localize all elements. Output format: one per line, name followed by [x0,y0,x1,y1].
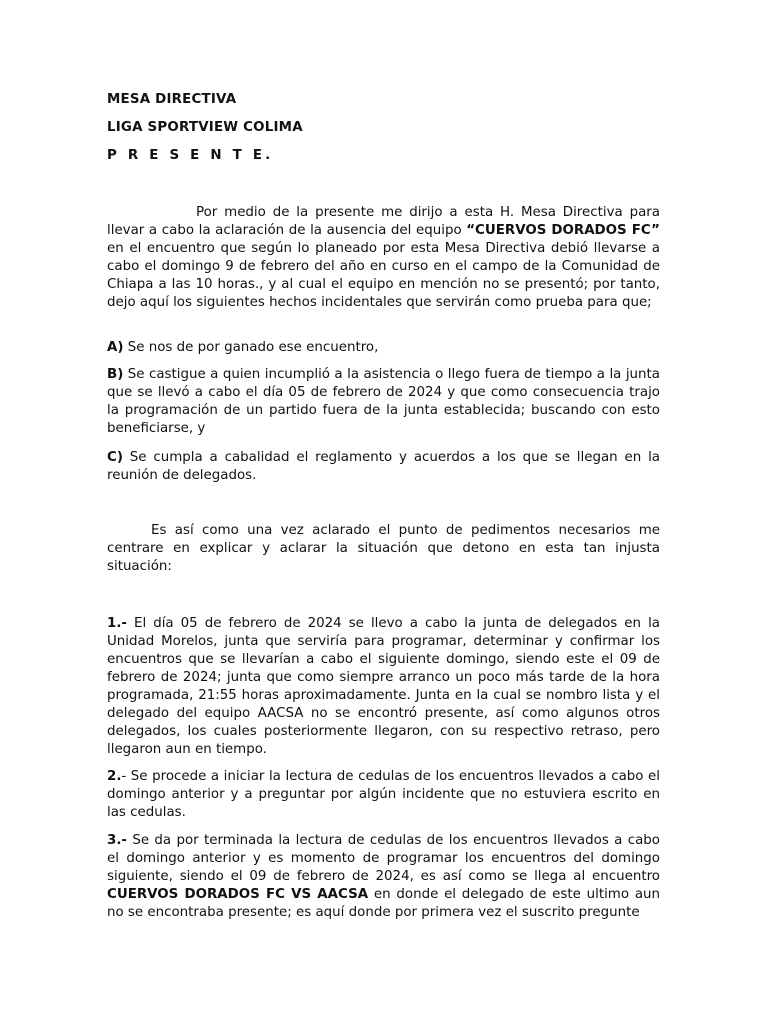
fact-1 [107,615,660,759]
request-b [107,366,660,438]
fact-2-label: 2. [107,769,122,784]
heading-presente: P R E S E N T E. [107,148,274,163]
request-c-text: Se cumpla a cabalidad el reglamento y acuerdos a los que se llegan en la reunión de delegados. [107,450,660,483]
fact-1-text: El día 05 de febrero de 2024 se llevo a cabo la junta de delegados en la Unidad Morelos, junta que serviría para programar, determinar y confirmar los encuentros que se llevarían a cabo el siguiente domingo, siendo este el 09 de febrero de 2024; junta que como siempre arranco un poco más tarde de la hora programada, 21:55 horas aproximadamente. Junta en la cual se nombro lista y el delegado del equipo AACSA no se encontró presente, así como algunos otros delegados, los cuales posteriormente llegaron, con su respectivo retraso, pero llegaron aun en tiempo. [107,616,660,757]
fact-1-label: 1.- [107,616,127,631]
request-a-text: Se nos de por ganado ese encuentro, [123,340,379,355]
intro-text-part2: en el encuentro que según lo planeado por esta Mesa Directiva debió llevarse a cabo el domingo 9 de febrero del año en curso en el campo de la Comunidad de Chiapa a las 10 horas., y al cual el equipo en mención no se presentó; por tanto, dejo aquí los siguientes hechos incidentales que servirán como prueba para que; [107,241,660,310]
request-c [107,449,660,485]
heading-mesa-directiva: MESA DIRECTIVA [107,92,237,107]
fact-3-label: 3.- [107,833,127,848]
intro-paragraph [107,204,660,312]
request-a [107,339,660,357]
heading-liga: LIGA SPORTVIEW COLIMA [107,120,303,135]
fact-3 [107,832,660,922]
transition-paragraph: Es así como una vez aclarado el punto de pedimentos necesarios me centrare en explicar y aclarar la situación que detono en esta tan injusta situación: [107,523,660,574]
team-name: “CUERVOS DORADOS FC” [466,223,660,238]
match-name: CUERVOS DORADOS FC VS AACSA [107,887,369,902]
request-c-label: C) [107,450,123,465]
fact-2-text: - Se procede a iniciar la lectura de cedulas de los encuentros llevados a cabo el domingo anterior y a preguntar por algún incidente que no estuviera escrito en las cedulas. [107,769,660,820]
fact-3-text-part1: Se da por terminada la lectura de cedulas de los encuentros llevados a cabo el domingo anterior y es momento de programar los encuentros del domingo siguiente, siendo el 09 de febrero de 2024, es así como se llega al encuentro [107,833,660,884]
request-b-label: B) [107,367,124,382]
fact-3-text-part2: en donde el delegado de este ultimo aun no se encontraba presente; es aquí donde por primera vez el suscrito pregunte [107,887,660,920]
request-b-text: Se castigue a quien incumplió a la asistencia o llego fuera de tiempo a la junta que se llevó a cabo el día 05 de febrero de 2024 y que como consecuencia trajo la programación de un partido fuera de la junta establecida; buscando con esto beneficiarse, y [107,367,660,436]
request-a-label: A) [107,340,124,355]
fact-2 [107,768,660,822]
intro-text-part1: Por medio de la presente me dirijo a esta H. Mesa Directiva para llevar a cabo la aclaración de la ausencia del equipo [107,205,660,238]
